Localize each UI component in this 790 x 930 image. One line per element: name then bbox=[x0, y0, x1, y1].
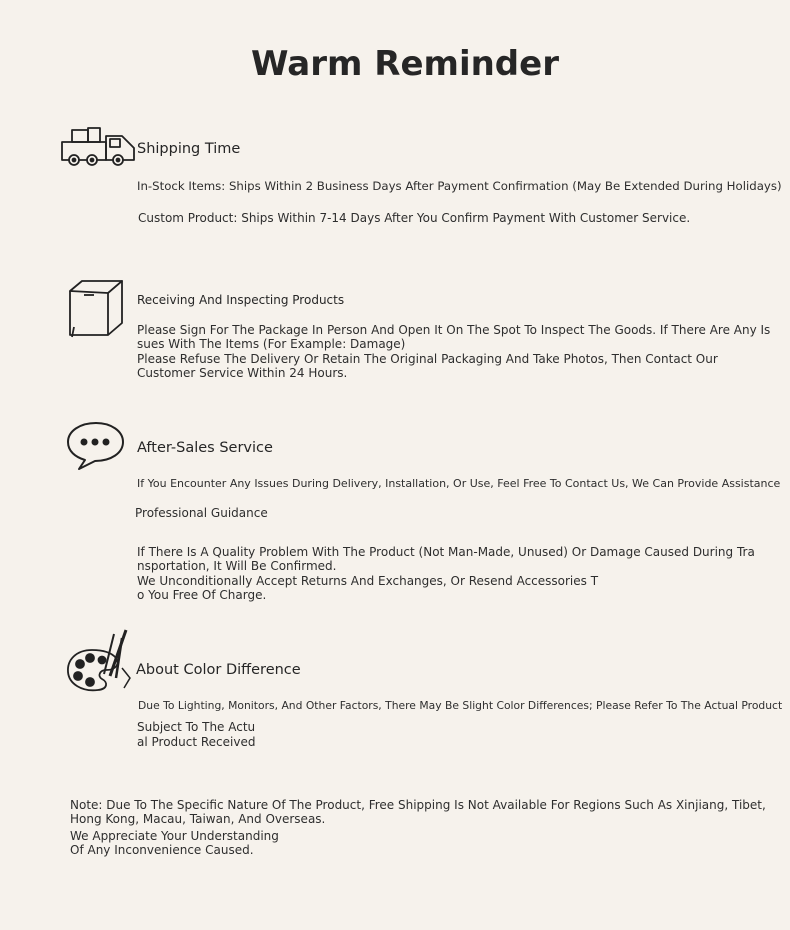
after-sales-line: nsportation, It Will Be Confirmed. bbox=[137, 559, 337, 573]
color-line: Due To Lighting, Monitors, And Other Factors, There May Be Slight Color Differences; Please Refer To The Actual Product bbox=[138, 699, 783, 712]
receiving-heading: Receiving And Inspecting Products bbox=[137, 293, 345, 307]
after-sales-line: Professional Guidance bbox=[135, 506, 268, 520]
receiving-line: sues With The Items (For Example: Damage) bbox=[137, 337, 406, 351]
page-title: Warm Reminder bbox=[251, 44, 559, 84]
note-line: Note: Due To The Specific Nature Of The Product, Free Shipping Is Not Available For Regions Such As Xinjiang, Tibet, bbox=[70, 798, 766, 812]
paint-palette-icon bbox=[64, 628, 134, 696]
receiving-line: Please Refuse The Delivery Or Retain The Original Packaging And Take Photos, Then Contact Our bbox=[137, 352, 718, 366]
receiving-line: Please Sign For The Package In Person And Open It On The Spot To Inspect The Goods. If There Are Any Is bbox=[137, 323, 771, 337]
shipping-line: In-Stock Items: Ships Within 2 Business Days After Payment Confirmation (May Be Extended During Holidays) bbox=[137, 179, 782, 193]
color-line: Subject To The Actu bbox=[137, 720, 256, 734]
after-sales-line: If There Is A Quality Problem With The Product (Not Man-Made, Unused) Or Damage Caused During Tra bbox=[137, 545, 755, 559]
shipping-line: Custom Product: Ships Within 7-14 Days After You Confirm Payment With Customer Service. bbox=[138, 211, 691, 225]
after-sales-line: o You Free Of Charge. bbox=[137, 588, 267, 602]
after-sales-line: If You Encounter Any Issues During Delivery, Installation, Or Use, Feel Free To Contact Us, We Can Provide Assistance bbox=[137, 477, 781, 490]
chat-bubble-icon bbox=[65, 420, 127, 472]
note-line: We Appreciate Your Understanding bbox=[70, 829, 279, 843]
box-icon bbox=[66, 279, 128, 339]
after-sales-heading: After-Sales Service bbox=[137, 440, 273, 456]
note-line: Of Any Inconvenience Caused. bbox=[70, 843, 254, 857]
color-heading: About Color Difference bbox=[136, 662, 301, 678]
note-line: Hong Kong, Macau, Taiwan, And Overseas. bbox=[70, 812, 326, 826]
shipping-heading: Shipping Time bbox=[137, 141, 241, 157]
after-sales-line: We Unconditionally Accept Returns And Exchanges, Or Resend Accessories T bbox=[137, 574, 599, 588]
receiving-line: Customer Service Within 24 Hours. bbox=[137, 366, 348, 380]
color-line: al Product Received bbox=[137, 735, 256, 749]
truck-icon bbox=[60, 126, 138, 168]
